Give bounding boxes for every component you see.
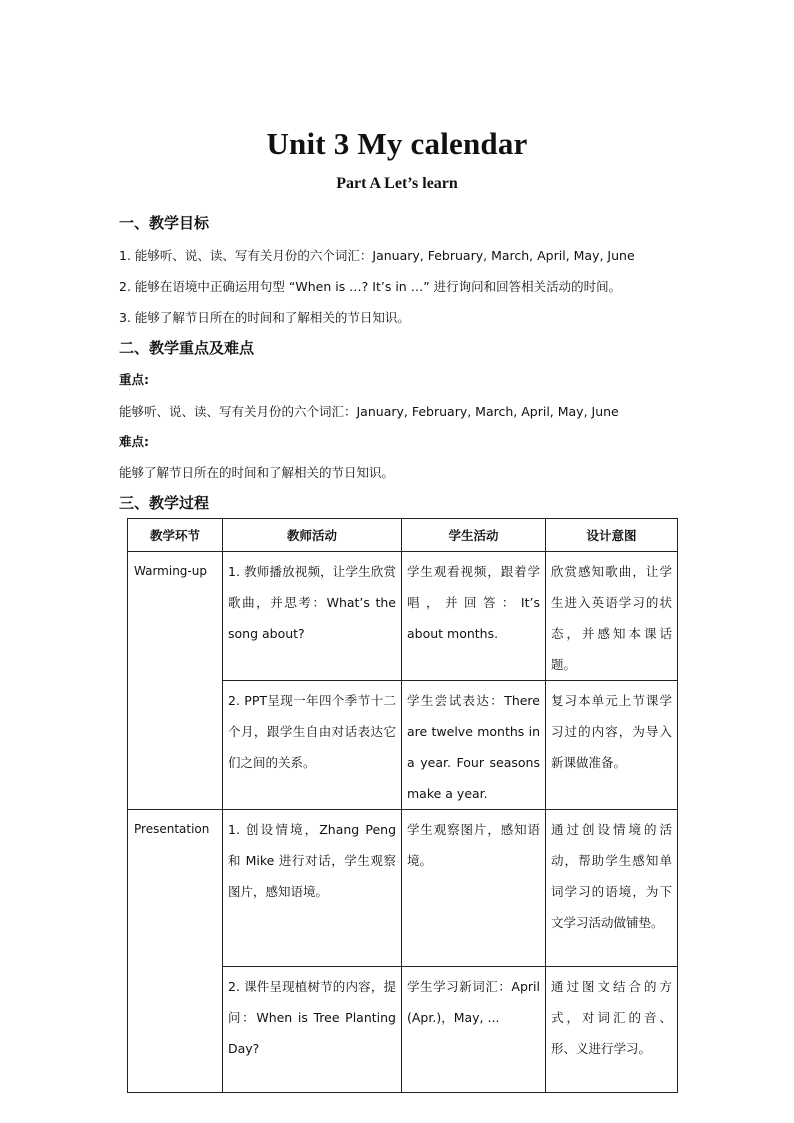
student-activity-cell: 学生观看视频，跟着学唱，并回答：It’s about months. xyxy=(402,552,546,681)
page-title: Unit 3 My calendar xyxy=(266,126,528,161)
key-points-text: 能够听、说、读、写有关月份的六个词汇：January, February, March, April, May, June xyxy=(119,404,619,419)
design-intent-cell: 欣赏感知歌曲，让学生进入英语学习的状态，并感知本课话题。 xyxy=(546,552,678,681)
teacher-activity-cell: 2. PPT呈现一年四个季节十二个月，跟学生自由对话表达它们之间的关系。 xyxy=(223,681,402,810)
table-row xyxy=(128,552,678,681)
design-intent-cell: 通过图文结合的方式，对词汇的音、形、义进行学习。 xyxy=(546,967,678,1093)
difficult-points-text: 能够了解节日所在的时间和了解相关的节日知识。 xyxy=(119,465,395,480)
teacher-activity-cell: 1. 创设情境，Zhang Peng 和 Mike 进行对话，学生观察图片，感知语境。 xyxy=(223,810,402,967)
column-header: 设计意图 xyxy=(546,519,678,552)
difficult-points-label: 难点: xyxy=(119,434,149,449)
objective-item: 1. 能够听、说、读、写有关月份的六个词汇：January, February, March, April, May, June xyxy=(119,248,635,263)
design-intent-cell: 复习本单元上节课学习过的内容，为导入新课做准备。 xyxy=(546,681,678,810)
column-header: 学生活动 xyxy=(402,519,546,552)
teaching-process-table xyxy=(127,518,678,1093)
section-heading-key-points: 二、教学重点及难点 xyxy=(119,339,255,357)
section-heading-objectives: 一、教学目标 xyxy=(119,214,210,232)
column-header: 教师活动 xyxy=(223,519,402,552)
stage-cell: Warming-up xyxy=(128,552,223,810)
page-subtitle: Part A Let’s learn xyxy=(336,175,458,192)
objective-item: 2. 能够在语境中正确运用句型 “When is …? It’s in …” 进行询问和回答相关活动的时间。 xyxy=(119,279,622,294)
key-points-label: 重点: xyxy=(119,372,149,387)
student-activity-cell: 学生尝试表达：There are twelve months in a year. Four seasons make a year. xyxy=(402,681,546,810)
teacher-activity-cell: 1. 教师播放视频，让学生欣赏歌曲，并思考：What’s the song about? xyxy=(223,552,402,681)
stage-cell: Presentation xyxy=(128,810,223,1093)
column-header: 教学环节 xyxy=(128,519,223,552)
table-row xyxy=(128,810,678,967)
design-intent-cell: 通过创设情境的活动，帮助学生感知单词学习的语境，为下文学习活动做铺垫。 xyxy=(546,810,678,967)
student-activity-cell: 学生学习新词汇：April (Apr.)，May, ... xyxy=(402,967,546,1093)
section-heading-process: 三、教学过程 xyxy=(119,494,210,512)
teacher-activity-cell: 2. 课件呈现植树节的内容，提问：When is Tree Planting Day? xyxy=(223,967,402,1093)
student-activity-cell: 学生观察图片，感知语境。 xyxy=(402,810,546,967)
table-header-row xyxy=(128,519,678,552)
objective-item: 3. 能够了解节日所在的时间和了解相关的节日知识。 xyxy=(119,310,410,325)
